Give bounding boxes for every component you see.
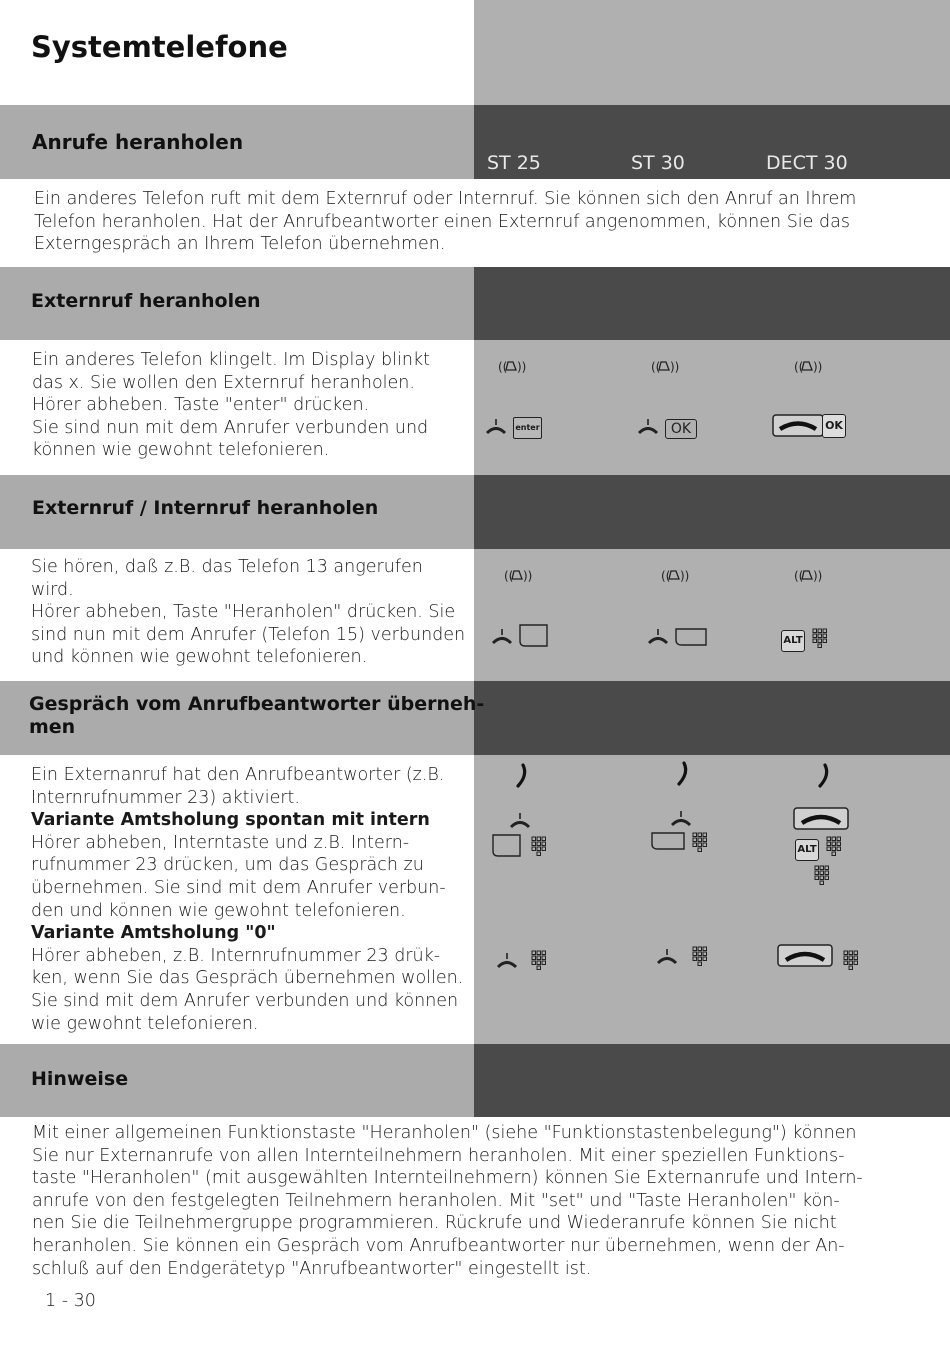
svg-text:)): )) — [517, 360, 527, 374]
keypad-icon — [692, 832, 708, 854]
ringing-icon — [794, 358, 824, 376]
svg-text:)): )) — [523, 569, 533, 583]
handset-icon — [772, 414, 824, 438]
extern-intern-text: Sie hören, daß z.B. das Telefon 13 angerufen wird. Hörer abheben, Taste "Heranholen" drücken. Sie sind nun mit dem Anrufer (Telefon 15) verbunden und können wie gewohnt telefonieren. — [31, 557, 466, 668]
icon-panel — [474, 340, 950, 475]
keypad-icon — [692, 946, 708, 968]
section-heading-hinweise: Hinweise — [31, 1068, 129, 1090]
key-icon — [675, 628, 708, 648]
handset-lift-icon — [636, 418, 664, 438]
handset-icon — [793, 807, 849, 831]
section-header-dark — [474, 681, 950, 755]
intro-text: Ein anderes Telefon ruft mit dem Externruf oder Internruf. Sie können sich den Anruf an Ihrem Telefon heranholen. Hat der Anrufbeantworter einen Externruf angenommen, können Sie das Externgespräch an Ihrem Telefon übernehmen. — [34, 189, 857, 255]
section-heading-extern-intern: Externruf / Internruf heranholen — [32, 497, 379, 519]
keypad-icon — [531, 836, 547, 858]
ringing-icon — [498, 358, 528, 376]
handset-icon — [777, 944, 833, 968]
section-header-dark — [474, 1044, 950, 1117]
model-label-st30: ST 30 — [631, 152, 685, 174]
ok-key-icon: OK — [822, 414, 846, 438]
section-header-dark — [474, 267, 950, 340]
section-heading-ab: Gespräch vom Anrufbeantworter überneh- men — [29, 693, 485, 738]
handset-lift-icon — [655, 948, 683, 968]
ringing-icon — [794, 567, 824, 585]
keypad-icon — [812, 628, 828, 650]
handset-lift-icon — [484, 418, 512, 438]
key-icon — [519, 624, 549, 648]
handset-lift-icon — [495, 952, 523, 972]
svg-text:)): )) — [813, 569, 823, 583]
notes-text: Mit einer allgemeinen Funktionstaste "Heranholen" (siehe "Funktionstastenbelegung") können Sie nur Externanrufe von allen Internteilnehmern heranholen. Mit einer speziellen Funktions- taste "Heranholen" (mit ausgewählten Internteilnehmern) können Sie Externanrufe und Intern- anrufe von den festgelegten Teilnehmern heranholen. Mit "set" und "Taste Heranholen" kön- nen Sie die Teilnehmergruppe programmieren. Rückrufe und Wiederanrufe können Sie nicht heranholen. Sie können ein Gespräch vom Anrufbeantworter nur übernehmen, wenn der An- schluß auf den Endgerätetyp "Anrufbeantworter" eingestellt ist. — [32, 1123, 863, 1279]
ringing-icon — [661, 567, 691, 585]
externruf-text: Ein anderes Telefon klingelt. Im Display blinkt das x. Sie wollen den Externruf heranholen. Hörer abheben. Taste "enter" drücken. Sie sind nun mit dem Anrufer verbunden und können wie gewohnt telefonieren. — [32, 350, 430, 461]
key-icon — [651, 832, 686, 852]
variant2-title: Variante Amtsholung "0" — [31, 923, 276, 944]
section-heading-externruf: Externruf heranholen — [31, 290, 261, 312]
svg-text:((: (( — [504, 569, 514, 583]
page-title: Systemtelefone — [31, 30, 288, 64]
ok-key-icon: OK — [665, 419, 697, 439]
svg-text:((: (( — [794, 569, 804, 583]
handset-lift-icon — [490, 628, 518, 648]
ringing-icon — [504, 567, 534, 585]
svg-text:)): )) — [680, 569, 690, 583]
ab-text: Ein Externanruf hat den Anrufbeantworter (z.B. Internrufnummer 23) aktiviert. Variante Amtsholung spontan mit intern Hörer abheben, Interntaste und z.B. Intern- rufnummer 23 drücken, um das Gespräch zu übernehmen. Sie sind mit dem Anrufer verbun- den und können wie gewohnt telefonieren. Variante Amtsholung "0" Hörer abheben, z.B. Internrufnummer 23 drük- ken, wenn Sie das Gespräch übernehmen wollen. Sie sind mit dem Anrufer verbunden und können wie gewohnt telefonieren. — [31, 765, 464, 1034]
model-header-bar — [474, 105, 950, 179]
alt-key-icon: ALT — [795, 839, 819, 861]
section-header-dark — [474, 475, 950, 549]
right-header-panel — [474, 0, 950, 105]
handset-icon — [674, 761, 692, 787]
handset-icon — [815, 763, 833, 789]
svg-text:((: (( — [651, 360, 661, 374]
keypad-icon — [843, 950, 859, 972]
svg-text:)): )) — [670, 360, 680, 374]
section-heading: Anrufe heranholen — [32, 130, 244, 154]
svg-text:((: (( — [794, 360, 804, 374]
icon-panel — [474, 755, 950, 1044]
page-number: 1 - 30 — [45, 1291, 96, 1311]
keypad-icon — [531, 950, 547, 972]
model-label-st25: ST 25 — [487, 152, 541, 174]
handset-icon — [513, 763, 531, 789]
variant1-title: Variante Amtsholung spontan mit intern — [31, 810, 430, 831]
handset-lift-icon — [669, 810, 697, 830]
alt-key-icon: ALT — [781, 630, 805, 652]
handset-lift-icon — [508, 812, 536, 832]
enter-key-icon: enter — [513, 417, 542, 439]
handset-lift-icon — [646, 628, 674, 648]
ringing-icon — [651, 358, 681, 376]
keypad-icon — [826, 836, 842, 858]
key-icon — [492, 834, 522, 858]
svg-text:((: (( — [498, 360, 508, 374]
svg-text:)): )) — [813, 360, 823, 374]
svg-text:((: (( — [661, 569, 671, 583]
keypad-icon — [814, 865, 830, 887]
icon-panel — [474, 549, 950, 681]
model-label-dect30: DECT 30 — [766, 152, 848, 174]
